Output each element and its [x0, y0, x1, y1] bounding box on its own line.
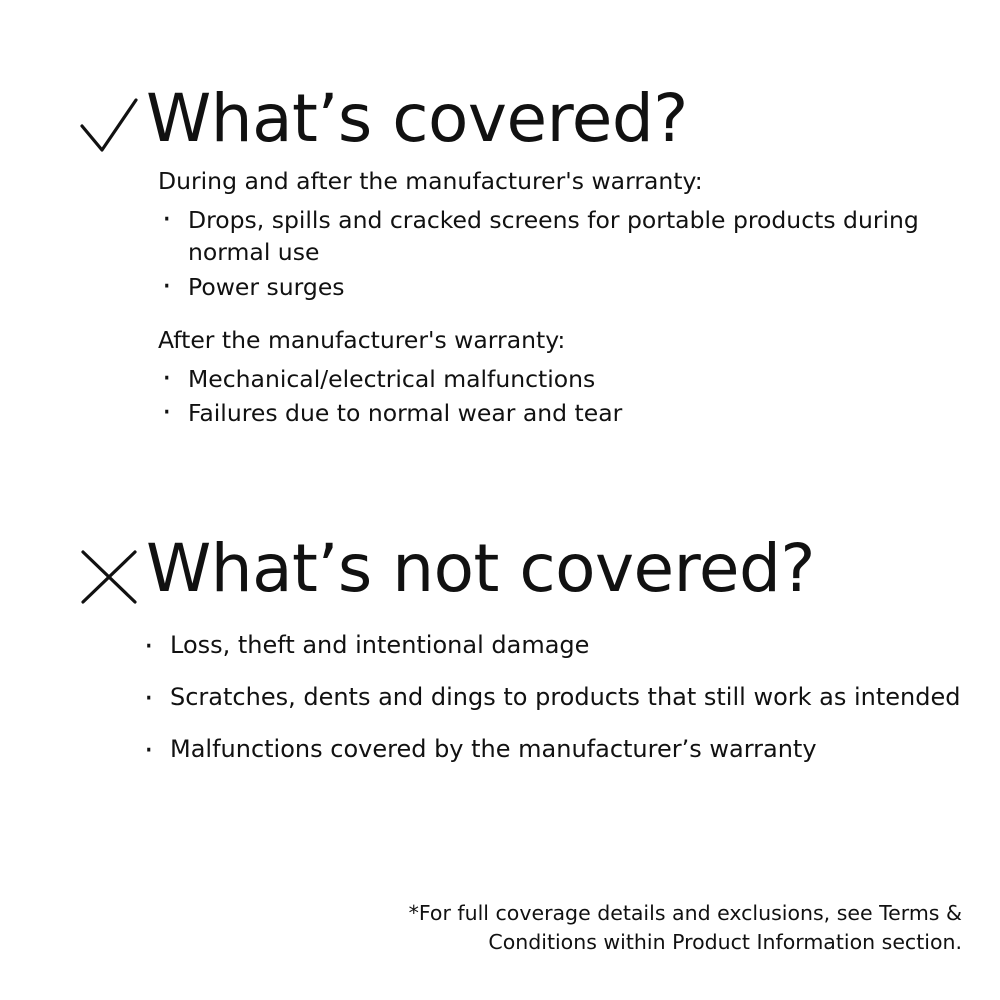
not-covered-heading-row: [0, 528, 1000, 608]
covered-intro-1: During and after the manufacturer's warranty:: [158, 167, 703, 195]
list-item: · Scratches, dents and dings to products that still work as intended: [140, 682, 1000, 714]
covered-intro-2: After the manufacturer's warranty:: [158, 325, 566, 354]
covered-bullet-list-2: [158, 363, 1000, 430]
footnote-text: *For full coverage details and exclusions, see Terms & Conditions within Product Information section.: [408, 900, 962, 955]
checkmark-icon: [72, 78, 146, 158]
list-item: · Drops, spills and cracked screens for portable products during normal use: [158, 204, 1000, 269]
section-whats-not-covered: [0, 528, 1000, 786]
covered-bullet-list-1: [158, 204, 1000, 303]
list-item: · Power surges: [158, 271, 1000, 303]
section-whats-covered: [0, 78, 1000, 432]
list-item: · Mechanical/electrical malfunctions: [158, 363, 1000, 395]
covered-heading-row: [0, 78, 1000, 158]
list-item: · Failures due to normal wear and tear: [158, 397, 1000, 429]
page-title-covered: What’s covered?: [146, 80, 688, 157]
not-covered-bullet-list: [140, 630, 1000, 766]
list-item: · Loss, theft and intentional damage: [140, 630, 1000, 662]
list-item: · Malfunctions covered by the manufacturer’s warranty: [140, 734, 1000, 766]
page-title-not-covered: What’s not covered?: [146, 530, 815, 607]
covered-body: [158, 166, 1000, 430]
cross-icon: [72, 528, 146, 608]
not-covered-body: [140, 630, 1000, 766]
